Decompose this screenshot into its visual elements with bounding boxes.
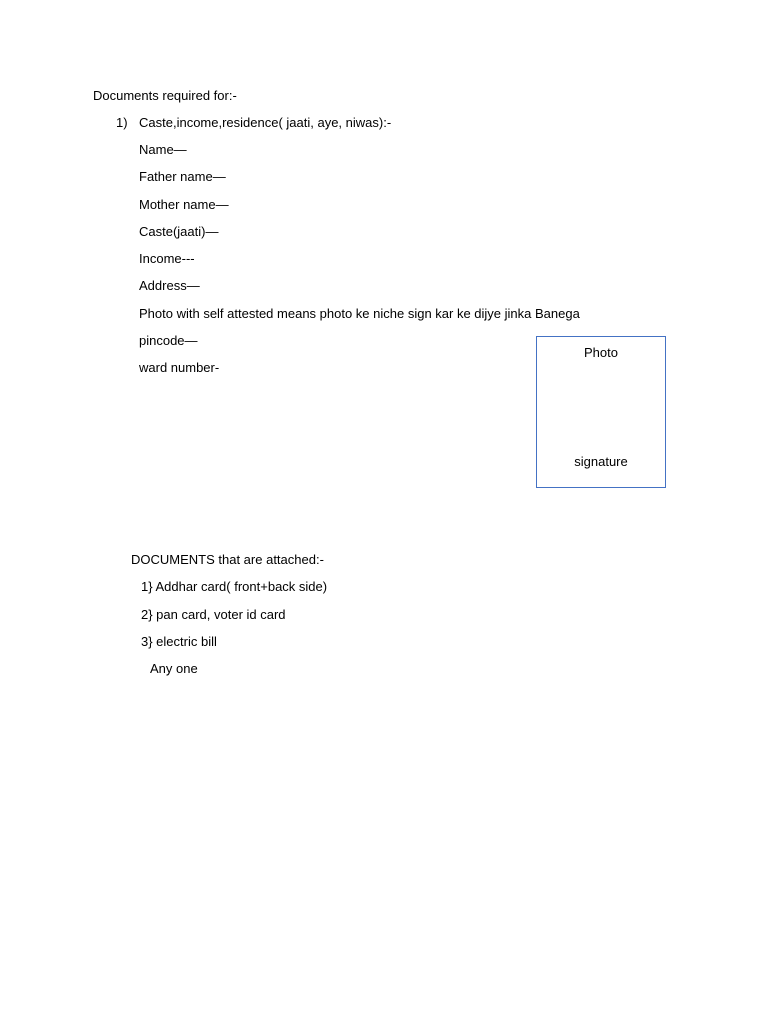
section-title: Caste,income,residence( jaati, aye, niwas):- <box>139 115 392 130</box>
attached-item-electric-bill: 3} electric bill <box>141 634 217 649</box>
attached-item-aadhar: 1} Addhar card( front+back side) <box>141 579 328 594</box>
field-pincode: pincode— <box>139 333 198 348</box>
signature-label: signature <box>574 454 628 469</box>
field-photo-instruction: Photo with self attested means photo ke niche sign kar ke dijye jinka Banega <box>139 306 580 321</box>
photo-label: Photo <box>584 345 618 360</box>
photo-signature-box <box>536 336 666 488</box>
field-caste: Caste(jaati)— <box>139 224 219 239</box>
attached-note: Any one <box>150 661 198 676</box>
section-number: 1) <box>116 115 128 130</box>
attached-heading: DOCUMENTS that are attached:- <box>131 552 324 567</box>
field-mother-name: Mother name— <box>139 197 229 212</box>
field-name: Name— <box>139 142 187 157</box>
field-address: Address— <box>139 278 200 293</box>
attached-item-pan-voter: 2} pan card, voter id card <box>141 607 286 622</box>
field-ward-number: ward number- <box>139 360 220 375</box>
document-heading: Documents required for:- <box>93 88 237 103</box>
field-father-name: Father name— <box>139 169 226 184</box>
field-income: Income--- <box>139 251 195 266</box>
